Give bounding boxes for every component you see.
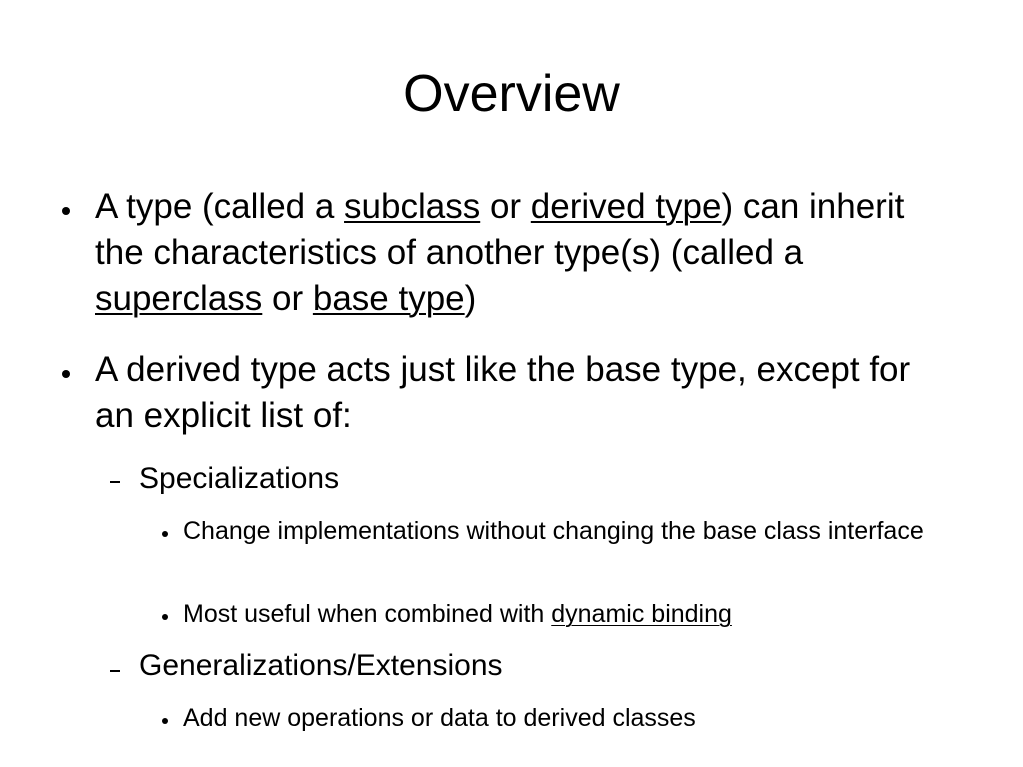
bullet-item-derived-type: [95, 347, 955, 439]
bullet-dot: [62, 370, 70, 378]
dash-marker: [110, 481, 120, 483]
bullet-item-inheritance: [95, 184, 955, 322]
bullet-dot: [162, 531, 168, 537]
bullet-text: or: [262, 279, 313, 318]
detail-text: Change implementations without changing the base class interface: [183, 517, 924, 545]
bullet-text: or: [480, 187, 531, 226]
term-derived-type: derived type: [530, 187, 722, 226]
dash-marker: [110, 670, 120, 672]
bullet-dot: [162, 614, 168, 620]
bullet-dot: [62, 207, 70, 215]
term-base-type: base type: [312, 279, 465, 318]
bullet-dot: [162, 718, 168, 724]
bullet-text: ) can inherit the characteristics of another type(s) (called a: [95, 187, 905, 272]
detail-text: Add new operations or data to derived classes: [183, 704, 696, 732]
slide-title: Overview: [403, 65, 620, 123]
term-subclass: subclass: [344, 187, 481, 226]
term-superclass: superclass: [95, 279, 263, 318]
sub-item-specializations: Specializations: [139, 462, 340, 495]
bullet-text: A type (called a: [95, 187, 345, 226]
detail-text: Most useful when combined with: [183, 600, 552, 628]
bullet-text: ): [464, 279, 477, 318]
detail-item-add-operations: [183, 701, 943, 736]
sub-item-generalizations: Generalizations/Extensions: [139, 649, 503, 682]
detail-item-most-useful: [183, 597, 943, 632]
term-dynamic-binding: dynamic binding: [551, 600, 732, 628]
bullet-text: A derived type acts just like the base type, except for an explicit list of:: [95, 350, 911, 435]
detail-item-change-implementations: [183, 514, 943, 549]
